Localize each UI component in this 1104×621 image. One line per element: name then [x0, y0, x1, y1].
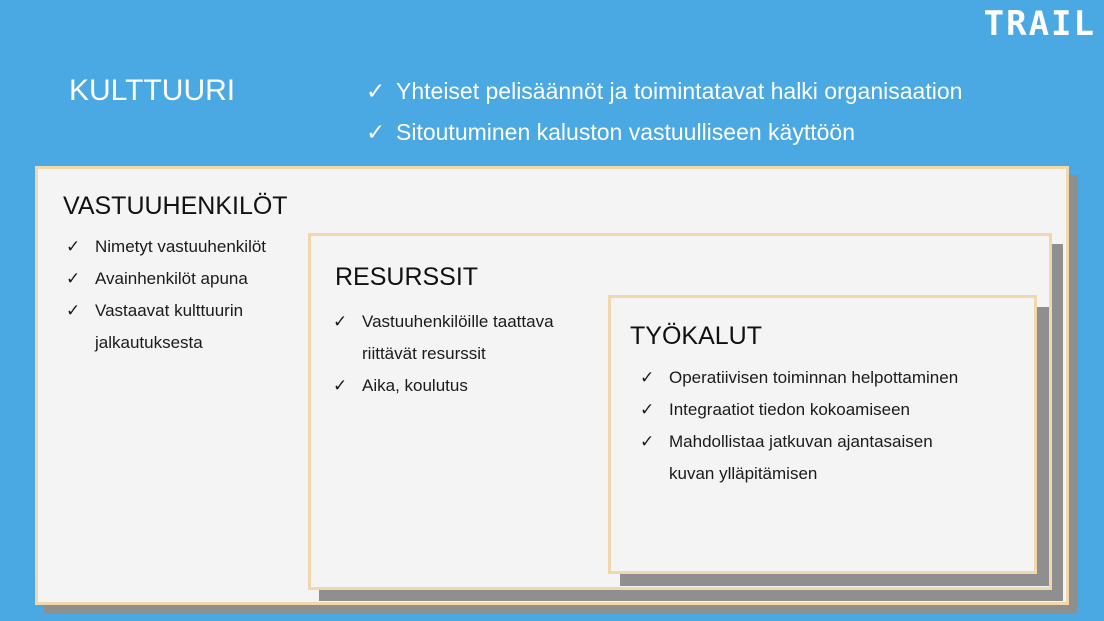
resources-title: RESURSSIT — [335, 263, 479, 291]
responsible-persons-title: VASTUUHENKILÖT — [63, 192, 288, 220]
list-item — [333, 370, 603, 402]
check-icon: ✓ — [66, 269, 81, 288]
list-item — [366, 115, 962, 156]
trail-logo: TRAIL — [983, 4, 1096, 44]
list-item — [640, 394, 970, 426]
list-item — [66, 295, 316, 359]
list-item — [66, 263, 316, 295]
tools-list — [640, 362, 970, 490]
list-item-text: Aika, koulutus — [362, 376, 468, 395]
check-icon: ✓ — [333, 312, 348, 331]
list-item — [333, 306, 603, 370]
check-icon: ✓ — [333, 376, 348, 395]
list-item-text: Vastuuhenkilöille taattava riittävät resurssit — [362, 312, 554, 363]
list-item — [640, 362, 970, 394]
responsible-persons-list — [66, 231, 316, 359]
check-icon: ✓ — [640, 400, 655, 419]
tools-box — [608, 295, 1037, 574]
resources-list — [333, 306, 603, 402]
list-item-text: Nimetyt vastuuhenkilöt — [95, 237, 267, 256]
list-item-text: Vastaavat kulttuurin jalkautuksesta — [95, 301, 244, 352]
check-icon: ✓ — [66, 301, 81, 320]
check-icon: ✓ — [640, 432, 655, 451]
culture-item-text: Sitoutuminen kaluston vastuulliseen käyttöön — [396, 119, 856, 145]
check-icon: ✓ — [66, 237, 81, 256]
list-item — [366, 74, 962, 115]
list-item-text: Avainhenkilöt apuna — [95, 269, 248, 288]
check-icon: ✓ — [366, 78, 386, 104]
list-item-text: Mahdollistaa jatkuvan ajantasaisen kuvan ylläpitämisen — [669, 432, 933, 483]
culture-item-text: Yhteiset pelisäännöt ja toimintatavat halki organisaation — [396, 78, 963, 104]
list-item-text: Operatiivisen toiminnan helpottaminen — [669, 368, 959, 387]
culture-title: KULTTUURI — [69, 74, 236, 107]
culture-list — [366, 74, 962, 156]
list-item — [66, 231, 316, 263]
check-icon: ✓ — [640, 368, 655, 387]
check-icon: ✓ — [366, 119, 386, 145]
list-item — [640, 426, 970, 490]
list-item-text: Integraatiot tiedon kokoamiseen — [669, 400, 910, 419]
tools-title: TYÖKALUT — [630, 322, 762, 350]
